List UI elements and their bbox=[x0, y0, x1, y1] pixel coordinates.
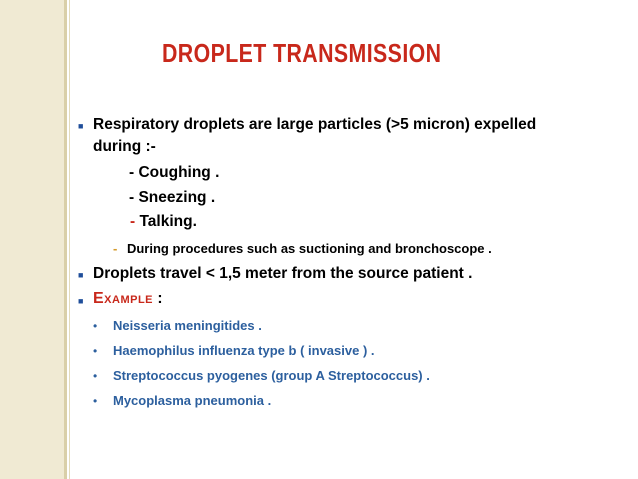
dot-bullet-icon: • bbox=[93, 319, 98, 333]
procedure-text: During procedures such as suctioning and bronchoscope . bbox=[126, 241, 492, 256]
bullet-1-line-1: Respiratory droplets are large particles (>5 micron) expelled bbox=[93, 116, 537, 133]
example-item: Haemophilus influenza type b ( invasive ) . bbox=[113, 343, 375, 358]
left-decorative-band bbox=[0, 0, 64, 479]
example-item: Neisseria meningitides . bbox=[113, 318, 262, 333]
bullet-2-text: Droplets travel < 1,5 meter from the source patient . bbox=[93, 265, 473, 282]
talking-dash: - bbox=[130, 213, 136, 230]
square-bullet-icon: ■ bbox=[78, 270, 84, 280]
dot-bullet-icon: • bbox=[93, 394, 98, 408]
example-heading bbox=[93, 290, 162, 308]
slide-title: DROPLET TRANSMISSION bbox=[162, 38, 442, 68]
example-item: Streptococcus pyogenes (group A Streptococcus) . bbox=[113, 368, 430, 383]
example-item: Mycoplasma pneumonia . bbox=[113, 393, 272, 408]
talking-text: Talking. bbox=[139, 213, 197, 230]
square-bullet-icon: ■ bbox=[78, 296, 84, 306]
square-bullet-icon: ■ bbox=[78, 121, 84, 131]
dot-bullet-icon: • bbox=[93, 344, 98, 358]
dot-bullet-icon: • bbox=[93, 369, 98, 383]
example-label: Example bbox=[93, 290, 154, 307]
left-decorative-line bbox=[69, 0, 70, 479]
during-item-coughing: - Coughing . bbox=[129, 164, 220, 181]
during-item-talking bbox=[130, 213, 197, 231]
during-item-sneezing: - Sneezing . bbox=[129, 189, 216, 206]
procedure-line bbox=[113, 241, 492, 256]
procedure-dash: - bbox=[113, 241, 118, 256]
example-colon: : bbox=[153, 290, 163, 307]
left-decorative-stripe bbox=[64, 0, 67, 479]
bullet-1-line-2: during :- bbox=[93, 138, 156, 155]
